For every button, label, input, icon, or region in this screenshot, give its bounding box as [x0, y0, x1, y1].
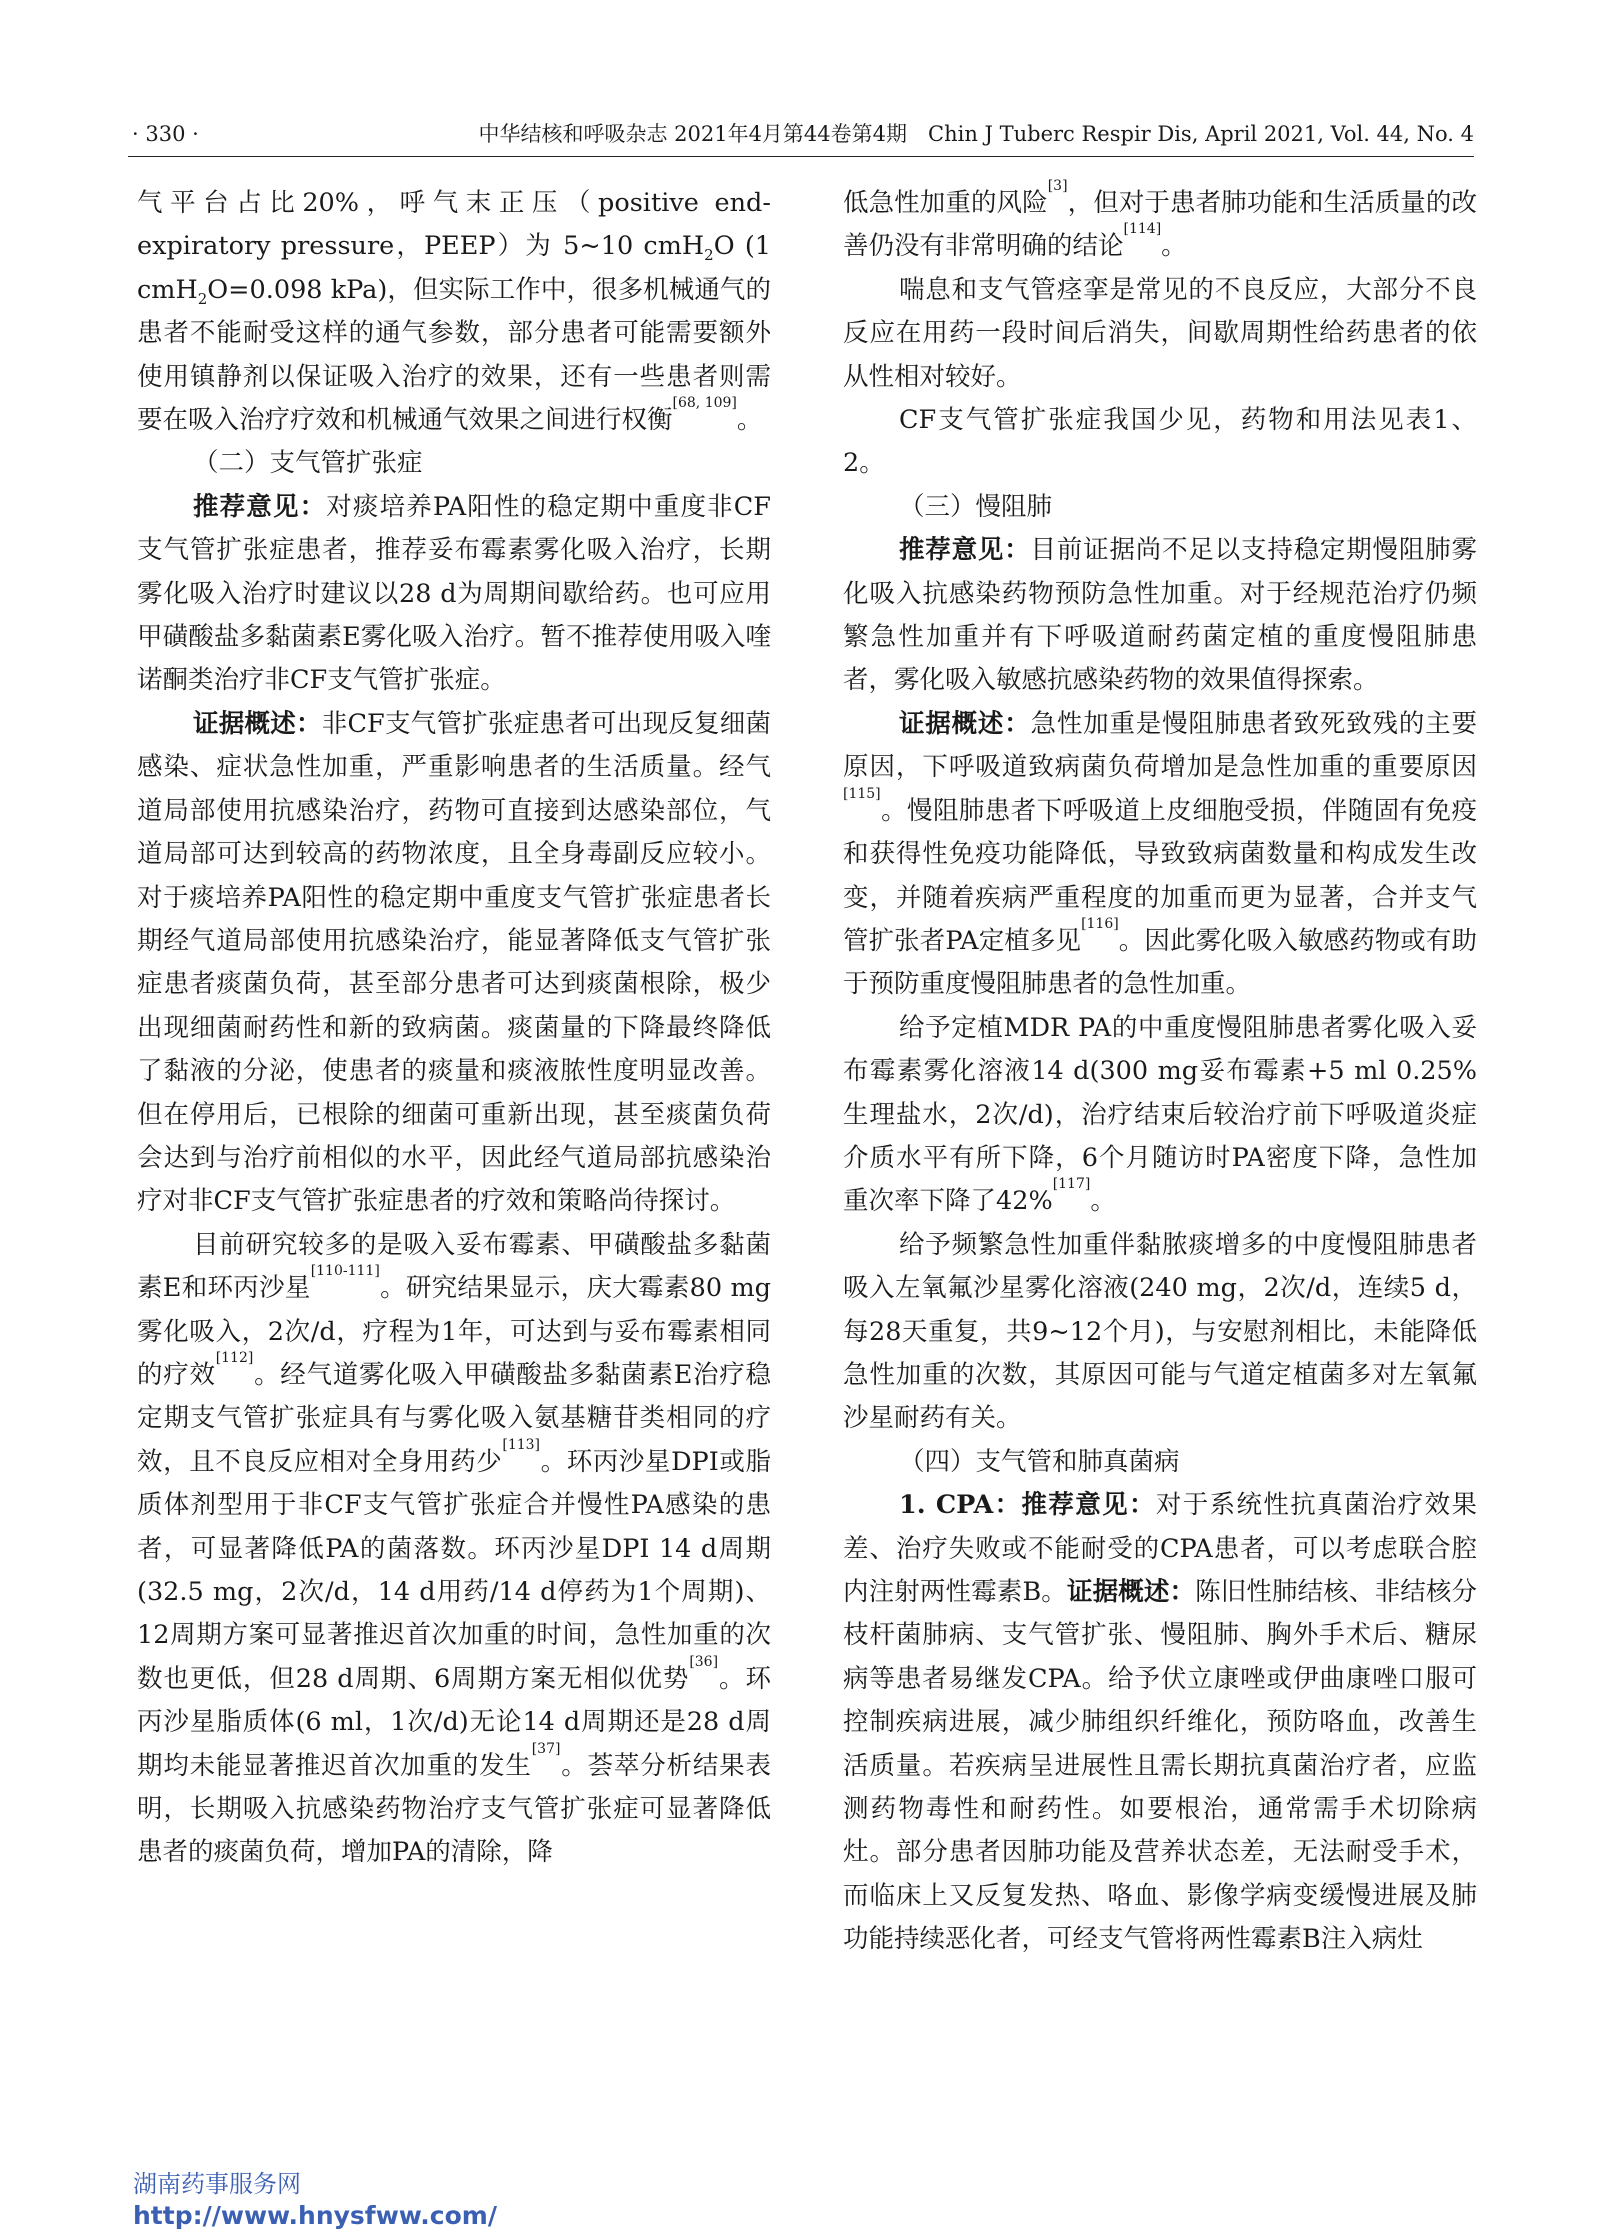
citation-ref: [117] — [1052, 1176, 1091, 1193]
section-heading-bronchiectasis: （二）支气管扩张症 — [193, 448, 423, 479]
left-column — [137, 182, 771, 1875]
journal-citation: 中华结核和呼吸杂志 2021年4月第44卷第4期 Chin J Tuberc Respir Dis, April 2021, Vol. 44, No. 4 — [478, 122, 1474, 146]
citation-ref: [110-111] — [310, 1263, 380, 1280]
paragraph-tobramycin-study: 给予定植MDR PA的中重度慢阻肺患者雾化吸入妥布霉素雾化溶液14 d(300 mg妥布霉素+5 ml 0.25%生理盐水，2次/d)，治疗结束后较治疗前下呼吸道炎症介质水平有所下降，6个月随访时PA密度下降，急性加重次率下降了42%[117]。 — [843, 1012, 1477, 1217]
citation-ref: [116] — [1081, 915, 1119, 932]
evidence-copd: 证据概述：急性加重是慢阻肺患者致死致残的主要原因，下呼吸道致病菌负荷增加是急性加重的重要原因[115]。慢阻肺患者下呼吸道上皮细胞受损，伴随固有免疫和获得性免疫功能降低，导致致病菌数量和构成发生改变，并随着疾病严重程度的加重而更为显著，合并支气管扩张者PA定植多见[116]。因此雾化吸入敏感药物或有助于预防重度慢阻肺患者的急性加重。 — [843, 708, 1477, 1000]
citation-ref: [115] — [843, 785, 881, 802]
paragraph-levofloxacin-study: 给予频繁急性加重伴黏脓痰增多的中度慢阻肺患者吸入左氧氟沙星雾化溶液(240 mg，2次/d，连续5 d，每28天重复，共9~12个月)，与安慰剂相比，未能降低急性加重的次数，其原因可能与气道定植菌多对左氧氟沙星耐药有关。 — [843, 1229, 1477, 1434]
recommendation-bronchiectasis: 推荐意见：对痰培养PA阳性的稳定期中重度非CF支气管扩张症患者，推荐妥布霉素雾化吸入治疗，长期雾化吸入治疗时建议以28 d为周期间歇给药。也可应用甲磺酸盐多黏菌素E雾化吸入治疗。暂不推荐使用吸入喹诺酮类治疗非CF支气管扩张症。 — [137, 491, 771, 696]
paragraph-risk: 低急性加重的风险[3]，但对于患者肺功能和生活质量的改善仍没有非常明确的结论[114]。 — [843, 178, 1477, 262]
recommendation-copd: 推荐意见：目前证据尚不足以支持稳定期慢阻肺雾化吸入抗感染药物预防急性加重。对于经规范治疗仍频繁急性加重并有下呼吸道耐药菌定植的重度慢阻肺患者，雾化吸入敏感抗感染药物的效果值得探索。 — [843, 535, 1477, 696]
right-column — [843, 178, 1477, 1962]
section-heading-fungal: （四）支气管和肺真菌病 — [899, 1446, 1180, 1477]
citation-ref: [112] — [215, 1349, 254, 1366]
citation-ref: [68, 109] — [672, 395, 737, 412]
evidence-bronchiectasis: 证据概述：非CF支气管扩张症患者可出现反复细菌感染、症状急性加重，严重影响患者的生活质量。经气道局部使用抗感染治疗，药物可直接到达感染部位，气道局部可达到较高的药物浓度，且全身毒副反应较小。对于痰培养PA阳性的稳定期中重度支气管扩张症患者长期经气道局部使用抗感染治疗，能显著降低支气管扩张症患者痰菌负荷，甚至部分患者可达到痰菌根除，极少出现细菌耐药性和新的致病菌。痰菌量的下降最终降低了黏液的分泌，使患者的痰量和痰液脓性度明显改善。但在停用后，已根除的细菌可重新出现，甚至痰菌负荷会达到与治疗前相似的水平，因此经气道局部抗感染治疗对非CF支气管扩张症患者的疗效和策略尚待探讨。 — [137, 708, 771, 1217]
paragraph-cf: CF支气管扩张症我国少见，药物和用法见表1、2。 — [843, 405, 1477, 479]
citation-ref: [114] — [1123, 221, 1162, 238]
section-heading-copd: （三）慢阻肺 — [899, 491, 1053, 522]
footer-site-name: 湖南药事服务网 — [133, 2170, 301, 2198]
paragraph-adverse-reactions: 喘息和支气管痉挛是常见的不良反应，大部分不良反应在用药一段时间后消失，间歇周期性给药患者的依从性相对较好。 — [843, 274, 1477, 392]
citation-ref: [36] — [689, 1653, 719, 1670]
paragraph-inhaled-agents: 目前研究较多的是吸入妥布霉素、甲磺酸盐多黏菌素E和环丙沙星[110-111]。研究结果显示，庆大霉素80 mg雾化吸入，2次/d，疗程为1年，可达到与妥布霉素相同的疗效[112]。经气道雾化吸入甲磺酸盐多黏菌素E治疗稳定期支气管扩张症具有与雾化吸入氨基糖苷类相同的疗效，且不良反应相对全身用药少[113]。环丙沙星DPI或脂质体剂型用于非CF支气管扩张症合并慢性PA感染的患者，可显著降低PA的菌落数。环丙沙星DPI 14 d周期(32.5 mg，2次/d，14 d用药/14 d停药为1个周期)、12周期方案可显著推迟首次加重的时间，急性加重的次数也更低，但28 d周期、6周期方案无相似优势[36]。环丙沙星脂质体(6 ml，1次/d)无论14 d周期还是28 d周期均未能显著推迟首次加重的发生[37]。荟萃分析结果表明，长期吸入抗感染药物治疗支气管扩张症可显著降低患者的痰菌负荷，增加PA的清除，降 — [137, 1229, 771, 1868]
citation-ref: [113] — [502, 1436, 541, 1453]
footer-watermark — [133, 2168, 497, 2232]
page-number: · 330 · — [132, 122, 199, 146]
citation-ref: [37] — [531, 1740, 561, 1757]
running-header — [128, 112, 1474, 157]
footer-url-link[interactable]: http://www.hnysfww.com/ — [133, 2201, 497, 2230]
citation-ref: [3] — [1047, 178, 1068, 194]
paragraph-ventilation: 气平台占比20%，呼气末正压（positive end-expiratory pressure，PEEP）为 5~10 cmH$_2$O (1 cmH$_2$O=0.098 kPa)，但实际工作中，很多机械通气的患者不能耐受这样的通气参数，部分患者可能需要额外使用镇静剂以保证吸入治疗的效果，还有一些患者则需要在吸入治疗疗效和机械通气效果之间进行权衡[68, 109]。 — [137, 188, 771, 436]
cpa-paragraph: 1. CPA：推荐意见：对于系统性抗真菌治疗效果差、治疗失败或不能耐受的CPA患者，可以考虑联合腔内注射两性霉素B。证据概述：陈旧性肺结核、非结核分枝杆菌肺病、支气管扩张、慢阻肺、胸外手术后、糖尿病等患者易继发CPA。给予伏立康唑或伊曲康唑口服可控制疾病进展，减少肺组织纤维化，预防咯血，改善生活质量。若疾病呈进展性且需长期抗真菌治疗者，应监测药物毒性和耐药性。如要根治，通常需手术切除病灶。部分患者因肺功能及营养状态差，无法耐受手术，而临床上又反复发热、咯血、影像学病变缓慢进展及肺功能持续恶化者，可经支气管将两性霉素B注入病灶 — [843, 1490, 1477, 1955]
